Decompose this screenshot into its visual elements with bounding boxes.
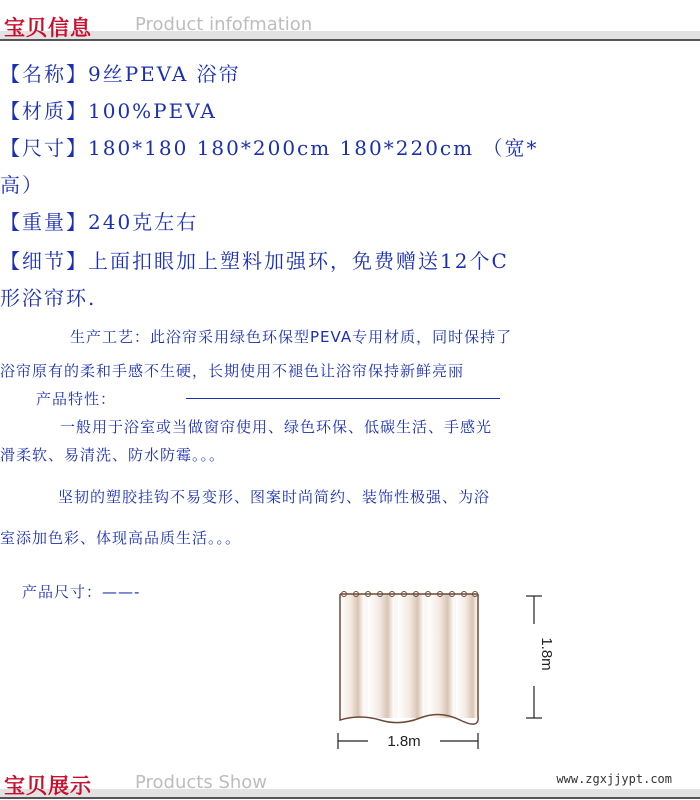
- spec-name: [0, 56, 700, 93]
- curtain-diagram: [330, 588, 560, 758]
- section-title-zh: 宝贝展示: [4, 774, 92, 798]
- spec-size-value: 180*180 180*200cm 180*220cm （宽*: [88, 136, 539, 160]
- spec-weight-label: 【重量】: [0, 210, 88, 234]
- hook-line-2: 室添加色彩、体现高品质生活。。。: [0, 529, 242, 547]
- curtain-panel: [340, 594, 478, 724]
- spec-name-value: 9丝PEVA 浴帘: [88, 62, 241, 86]
- section-title-zh: 宝贝信息: [4, 16, 92, 40]
- spec-size: [0, 130, 700, 167]
- spec-detail-value: 上面扣眼加上塑料加强环，免费赠送12个C: [88, 249, 509, 273]
- spec-weight-value: 240克左右: [88, 210, 199, 234]
- spec-material-value: 100%PEVA: [88, 99, 217, 123]
- section-title-en: Product infofmation: [135, 14, 313, 35]
- site-watermark: www.zgxjjypt.com: [556, 772, 672, 786]
- section-header-info: [0, 4, 700, 40]
- features-line-2: 滑柔软、易清洗、防水防霉。。。: [0, 446, 226, 464]
- section-title-en: Products Show: [135, 772, 268, 793]
- spec-name-label: 【名称】: [0, 62, 88, 86]
- spec-material-label: 【材质】: [0, 99, 88, 123]
- spec-detail: [0, 243, 700, 280]
- hook-line-1: 坚韧的塑胶挂钩不易变形、图案时尚简约、装饰性极强、为浴: [58, 488, 491, 506]
- header-rule: [0, 797, 700, 799]
- size-label: 产品尺寸：——-: [22, 583, 141, 601]
- spec-size-label: 【尺寸】: [0, 136, 88, 160]
- header-bar: [0, 789, 700, 797]
- craft-line-2: 浴帘原有的柔和手感不生硬，长期使用不褪色让浴帘保持新鲜亮丽: [0, 362, 465, 380]
- spec-material: [0, 93, 700, 130]
- spec-detail-cont: 形浴帘环.: [0, 286, 97, 310]
- features-label: 产品特性：: [36, 390, 117, 408]
- features-line-1: 一般用于浴室或当做窗帘使用、绿色环保、低碳生活、手感光: [60, 418, 493, 436]
- spec-weight: [0, 204, 700, 241]
- header-bar: [0, 31, 700, 39]
- header-rule: [0, 39, 700, 41]
- spec-detail-label: 【细节】: [0, 249, 88, 273]
- craft-line-1: 生产工艺：此浴帘采用绿色环保型PEVA专用材质，同时保持了: [70, 328, 513, 346]
- spec-size-cont: 高）: [0, 173, 44, 197]
- height-label: 1.8m: [538, 637, 555, 671]
- width-label: 1.8m: [387, 733, 421, 750]
- features-dash-line: [186, 398, 500, 399]
